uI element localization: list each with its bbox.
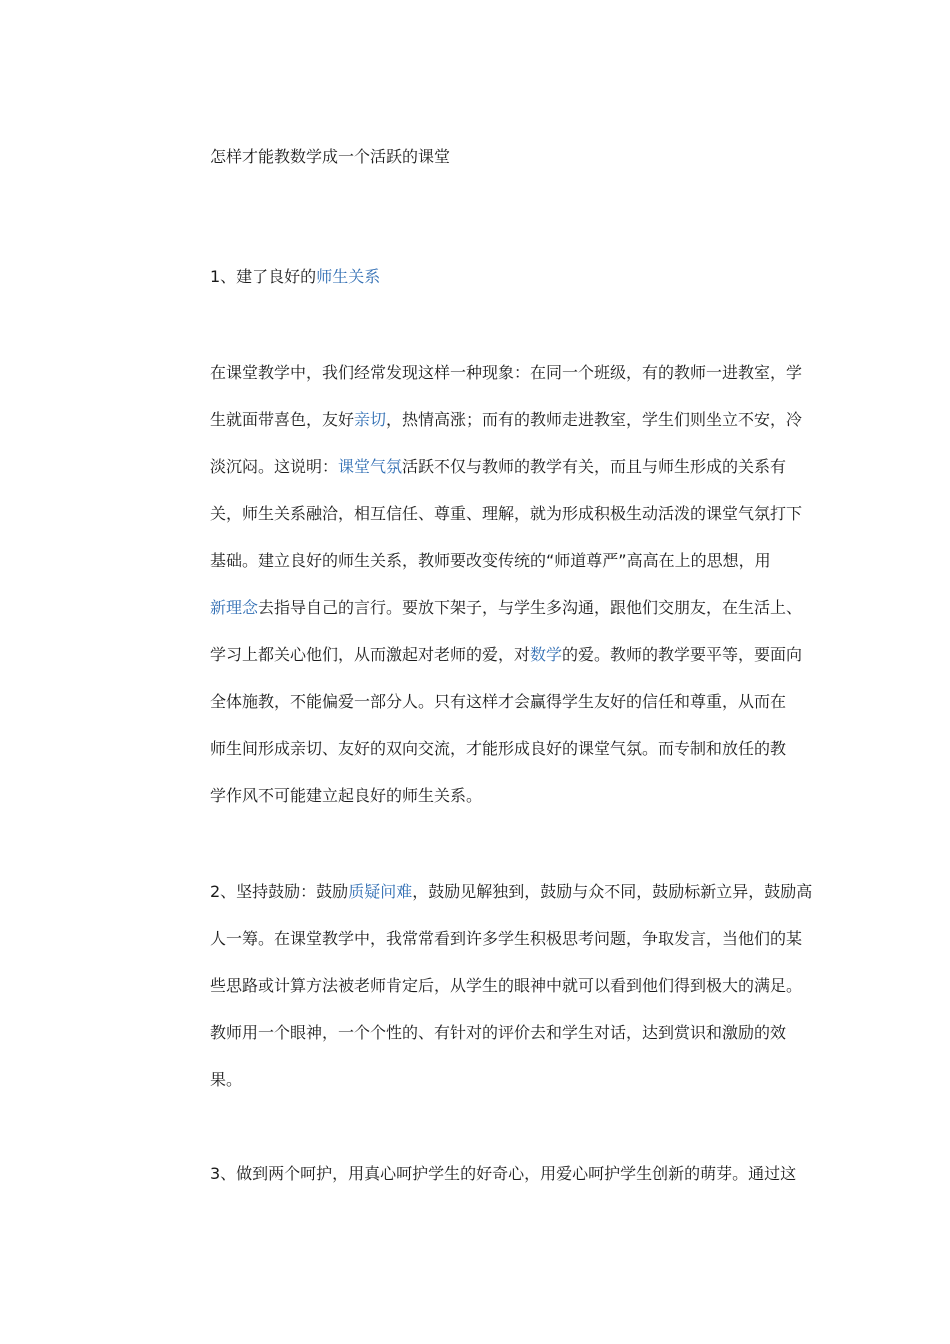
line-text: 教师用一个眼神，一个个性的、有针对的评价去和学生对话，达到赏识和激励的效	[210, 1023, 787, 1042]
line-text: ，鼓励见解独到，鼓励与众不同，鼓励标新立异，鼓励高	[412, 882, 813, 901]
paragraph-line	[210, 457, 810, 477]
line-text: 3、做到两个呵护，用真心呵护学生的好奇心，用爱心呵护学生创新的萌芽。通过这	[210, 1164, 797, 1183]
paragraph-line	[210, 692, 810, 712]
line-text: 生就面带喜色，友好	[210, 410, 355, 429]
paragraph-line	[210, 598, 810, 618]
paragraph-line	[210, 786, 810, 806]
line-text: 人一筹。在课堂教学中，我常常看到许多学生积极思考问题，争取发言，当他们的某	[210, 929, 803, 948]
line-text: 基础。建立良好的师生关系，教师要改变传统的“师道尊严”高高在上的思想，用	[210, 551, 771, 570]
keyword-link[interactable]: 亲切	[354, 410, 387, 429]
line-text: 2、坚持鼓励：鼓励	[210, 882, 349, 901]
heading-text: 1、建了良好的	[210, 267, 317, 286]
keyword-link[interactable]: 师生关系	[316, 267, 381, 286]
line-text: 关，师生关系融洽，相互信任、尊重、理解，就为形成积极生动活泼的课堂气氛打下	[210, 504, 803, 523]
line-text: 去指导自己的言行。要放下架子，与学生多沟通，跟他们交朋友，在生活上、	[258, 598, 803, 617]
keyword-link[interactable]: 新理念	[210, 598, 259, 617]
paragraph-line	[210, 1164, 810, 1184]
paragraph-line	[210, 739, 810, 759]
paragraph-line	[210, 551, 810, 571]
line-text: 淡沉闷。这说明：	[210, 457, 339, 476]
section-1-heading	[210, 267, 810, 287]
line-text: 果。	[210, 1070, 243, 1089]
paragraph-line	[210, 504, 810, 524]
paragraph-line	[210, 1070, 810, 1090]
keyword-link[interactable]: 质疑问难	[348, 882, 413, 901]
line-text: 的爱。教师的教学要平等，要面向	[562, 645, 803, 664]
line-text: 全体施教，不能偏爱一部分人。只有这样才会赢得学生友好的信任和尊重，从而在	[210, 692, 787, 711]
paragraph-line	[210, 1023, 810, 1043]
line-text: 学作风不可能建立起良好的师生关系。	[210, 786, 483, 805]
line-text: 师生间形成亲切、友好的双向交流，才能形成良好的课堂气氛。而专制和放任的教	[210, 739, 787, 758]
keyword-link[interactable]: 课堂气氛	[338, 457, 403, 476]
paragraph-line	[210, 645, 810, 665]
line-text: 学习上都关心他们，从而激起对老师的爱，对	[210, 645, 531, 664]
line-text: 在课堂教学中，我们经常发现这样一种现象：在同一个班级，有的教师一进教室，学	[210, 363, 803, 382]
keyword-link[interactable]: 数学	[530, 645, 563, 664]
document-title: 怎样才能教数学成一个活跃的课堂	[210, 147, 451, 166]
paragraph-line	[210, 929, 810, 949]
paragraph-line	[210, 882, 813, 902]
line-text: 些思路或计算方法被老师肯定后，从学生的眼神中就可以看到他们得到极大的满足。	[210, 976, 803, 995]
line-text: ，热情高涨；而有的教师走进教室，学生们则坐立不安，冷	[386, 410, 803, 429]
line-text: 活跃不仅与教师的教学有关，而且与师生形成的关系有	[402, 457, 787, 476]
paragraph-line	[210, 363, 810, 383]
paragraph-line	[210, 410, 810, 430]
paragraph-line	[210, 976, 810, 996]
